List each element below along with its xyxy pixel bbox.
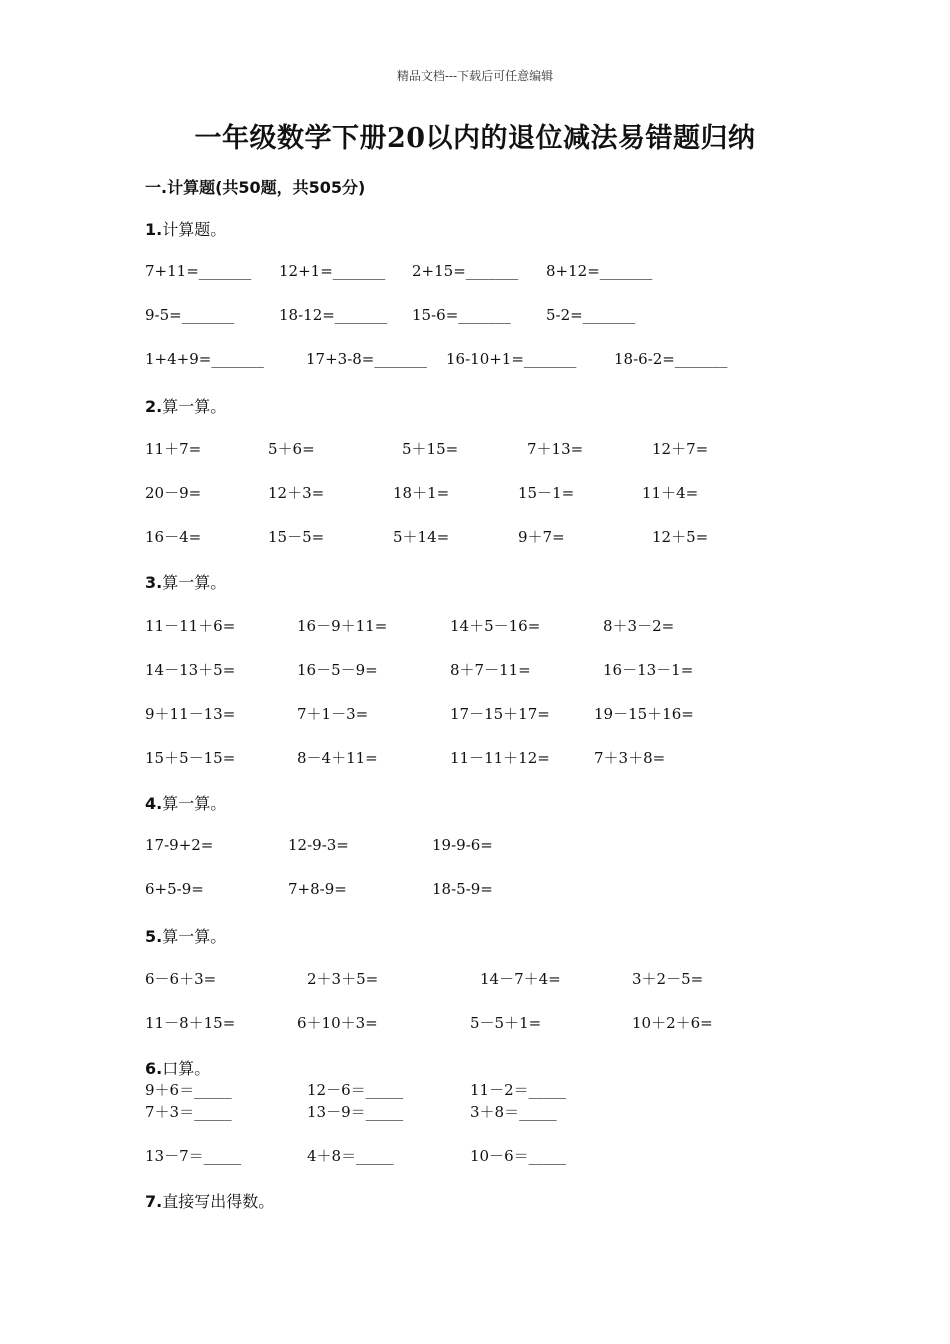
problem: 16-10+1=_______ — [446, 350, 577, 368]
header-note: 精品文档---下载后可任意编辑 — [396, 69, 554, 83]
problem: 7＋3＝_____ — [145, 1103, 232, 1121]
question-number: 5. — [145, 927, 163, 946]
question-number: 3. — [145, 573, 163, 592]
problem: 14－7＋4= — [480, 970, 561, 988]
problem: 5＋6= — [268, 440, 315, 458]
problem: 18-6-2=_______ — [614, 350, 728, 368]
problem: 11＋4= — [642, 484, 699, 502]
problem: 12＋7= — [652, 440, 709, 458]
problem: 9＋11－13= — [145, 705, 236, 723]
problem-row — [0, 306, 950, 330]
problem: 10＋2＋6= — [632, 1014, 713, 1032]
problem: 12-9-3= — [288, 836, 349, 854]
problem: 3＋8＝_____ — [470, 1103, 557, 1121]
problem-row — [0, 438, 950, 462]
problem: 9＋6＝_____ — [145, 1081, 232, 1099]
problem: 15＋5－15= — [145, 749, 236, 767]
question-number: 1. — [145, 220, 163, 239]
problem: 6－6＋3= — [145, 970, 217, 988]
problem: 10－6＝_____ — [470, 1147, 567, 1165]
problem: 13－9＝_____ — [307, 1103, 404, 1121]
problem: 18＋1= — [393, 484, 450, 502]
problem-row — [0, 350, 950, 374]
problem: 12＋5= — [652, 528, 709, 546]
problem: 16－13－1= — [603, 661, 694, 679]
problem: 7＋3＋8= — [594, 749, 666, 767]
question-1-title — [145, 217, 226, 240]
question-5-title — [145, 924, 226, 947]
question-text: 算一算。 — [162, 573, 227, 592]
problem: 6+5-9= — [145, 880, 204, 898]
problem: 14－13＋5= — [145, 661, 236, 679]
question-number: 2. — [145, 397, 163, 416]
page-title: 一年级数学下册20以内的退位减法易错题归纳 — [194, 123, 756, 154]
problem: 17－15＋17= — [450, 705, 550, 723]
problem: 17+3-8=_______ — [306, 350, 427, 368]
problem: 5＋14= — [393, 528, 450, 546]
question-text: 直接写出得数。 — [162, 1192, 275, 1211]
problem: 18-5-9= — [432, 880, 493, 898]
problem: 11－2＝_____ — [470, 1081, 567, 1099]
problem-row — [0, 968, 950, 992]
section-heading: 一.计算题(共50题，共505分) — [145, 178, 366, 197]
problem-row — [0, 1145, 950, 1169]
problem-row — [0, 836, 950, 860]
problem: 15－1= — [518, 484, 575, 502]
question-6-title — [145, 1056, 210, 1079]
question-number: 7. — [145, 1192, 163, 1211]
question-text: 口算。 — [162, 1059, 211, 1078]
problem-row — [0, 262, 950, 286]
problem: 8＋7－11= — [450, 661, 531, 679]
problem: 13－7＝_____ — [145, 1147, 242, 1165]
problem: 5-2=_______ — [546, 306, 636, 324]
problem: 19－15＋16= — [594, 705, 694, 723]
question-number: 4. — [145, 794, 163, 813]
problem: 6＋10＋3= — [297, 1014, 378, 1032]
problem-row — [0, 1079, 950, 1103]
problem: 5－5＋1= — [470, 1014, 542, 1032]
problem: 16－5－9= — [297, 661, 378, 679]
problem: 15-6=_______ — [412, 306, 511, 324]
question-3-title — [145, 570, 226, 593]
problem-row — [0, 1012, 950, 1036]
problem: 16－9＋11= — [297, 617, 388, 635]
problem-row — [0, 1101, 950, 1125]
problem: 5＋15= — [402, 440, 459, 458]
question-number: 6. — [145, 1059, 163, 1078]
problem: 16－4= — [145, 528, 202, 546]
problem: 20－9= — [145, 484, 202, 502]
problem: 8－4＋11= — [297, 749, 378, 767]
question-7-title — [145, 1189, 274, 1212]
problem: 3＋2－5= — [632, 970, 704, 988]
problem-row — [0, 747, 950, 771]
problem-row — [0, 703, 950, 727]
problem: 12＋3= — [268, 484, 325, 502]
problem: 1+4+9=_______ — [145, 350, 264, 368]
problem: 2＋3＋5= — [307, 970, 379, 988]
problem: 2+15=_______ — [412, 262, 519, 280]
question-text: 算一算。 — [162, 794, 227, 813]
problem: 8＋3－2= — [603, 617, 675, 635]
problem: 7＋1－3= — [297, 705, 369, 723]
question-4-title — [145, 791, 226, 814]
problem: 11－11＋6= — [145, 617, 236, 635]
problem: 4＋8＝_____ — [307, 1147, 394, 1165]
problem-row — [0, 880, 950, 904]
question-text: 算一算。 — [162, 927, 227, 946]
problem: 12+1=_______ — [279, 262, 386, 280]
problem-row — [0, 659, 950, 683]
question-2-title — [145, 394, 226, 417]
problem: 9＋7= — [518, 528, 565, 546]
problem: 8+12=_______ — [546, 262, 653, 280]
problem: 17-9+2= — [145, 836, 214, 854]
problem: 7+11=_______ — [145, 262, 252, 280]
question-text: 计算题。 — [162, 220, 227, 239]
problem: 18-12=_______ — [279, 306, 388, 324]
problem-row — [0, 615, 950, 639]
problem-row — [0, 526, 950, 550]
question-text: 算一算。 — [162, 397, 227, 416]
problem-row — [0, 482, 950, 506]
problem: 14＋5－16= — [450, 617, 541, 635]
problem: 11－11＋12= — [450, 749, 550, 767]
problem: 15－5= — [268, 528, 325, 546]
problem: 7+8-9= — [288, 880, 347, 898]
problem: 7＋13= — [527, 440, 584, 458]
problem: 11＋7= — [145, 440, 202, 458]
problem: 19-9-6= — [432, 836, 493, 854]
problem: 11－8＋15= — [145, 1014, 236, 1032]
problem: 12－6＝_____ — [307, 1081, 404, 1099]
problem: 9-5=_______ — [145, 306, 235, 324]
